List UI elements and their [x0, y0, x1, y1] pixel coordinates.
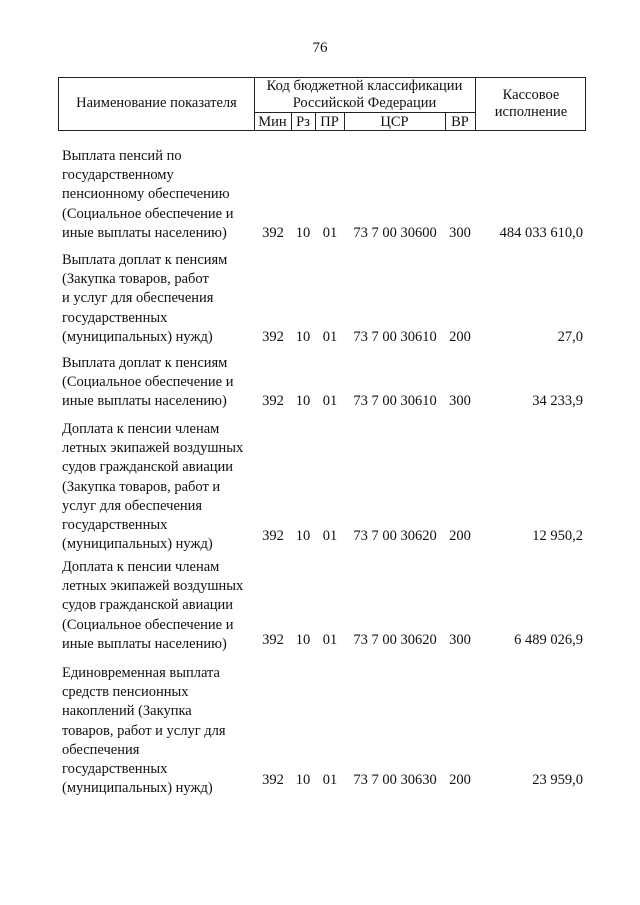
header-min: Мин — [258, 114, 287, 130]
page-number: 76 — [312, 40, 328, 56]
header-code-line2: Российской Федерации — [292, 95, 437, 111]
row-name: Единовременная выплата средств пенсионных накоплений (Закупка товаров, работ и услуг для обеспечения государственных (муниципальных) нужд) — [62, 665, 226, 797]
row-name: Доплата к пенсии членам летных экипажей воздушных судов гражданской авиации (Закупка товаров, работ и услуг для обеспечения государственных (муниципальных) нужд) — [62, 421, 244, 553]
row-min: 392 — [262, 225, 284, 241]
row-min: 392 — [262, 632, 284, 648]
row-csr: 73 7 00 30620 — [353, 528, 437, 544]
row-csr: 73 7 00 30600 — [353, 225, 437, 241]
row-csr: 73 7 00 30620 — [353, 632, 437, 648]
header-code-group — [254, 78, 475, 112]
row-pr: 01 — [322, 632, 338, 648]
row-rz: 10 — [295, 632, 311, 648]
header-name: Наименование показателя — [76, 95, 237, 111]
row-pr: 01 — [322, 393, 338, 409]
row-min: 392 — [262, 772, 284, 788]
row-sum: 12 950,2 — [532, 528, 583, 544]
row-csr: 73 7 00 30610 — [353, 329, 437, 345]
row-name: Выплата доплат к пенсиям (Социальное обеспечение и иные выплаты населению) — [62, 355, 234, 410]
row-rz: 10 — [295, 528, 311, 544]
row-sum: 6 489 026,9 — [514, 632, 583, 648]
row-name: Доплата к пенсии членам летных экипажей воздушных судов гражданской авиации (Социальное обеспечение и иные выплаты населению) — [62, 559, 244, 652]
row-sum: 23 959,0 — [532, 772, 583, 788]
row-codes — [0, 392, 640, 411]
row-codes — [0, 328, 640, 347]
row-rz: 10 — [295, 329, 311, 345]
header-vr: ВР — [451, 114, 469, 130]
row-codes — [0, 224, 640, 243]
row-sum: 27,0 — [557, 329, 583, 345]
row-vr: 300 — [449, 632, 471, 648]
row-sum: 34 233,9 — [532, 393, 583, 409]
header-sum-line1: Кассовое — [502, 87, 560, 103]
row-vr: 300 — [449, 225, 471, 241]
row-vr: 200 — [449, 329, 471, 345]
row-min: 392 — [262, 329, 284, 345]
header-csr: ЦСР — [380, 114, 409, 130]
row-name: Выплата пенсий по государственному пенсионному обеспечению (Социальное обеспечение и иные выплаты населению) — [62, 148, 234, 241]
row-csr: 73 7 00 30630 — [353, 772, 437, 788]
header-sum-line2: исполнение — [494, 104, 568, 120]
row-vr: 200 — [449, 528, 471, 544]
row-codes — [0, 771, 640, 790]
row-rz: 10 — [295, 772, 311, 788]
header-sum — [475, 87, 587, 121]
row-pr: 01 — [322, 528, 338, 544]
row-rz: 10 — [295, 225, 311, 241]
row-codes — [0, 527, 640, 546]
row-name: Выплата доплат к пенсиям (Закупка товаров, работ и услуг для обеспечения государственных (муниципальных) нужд) — [62, 252, 228, 345]
header-rz: Рз — [296, 114, 310, 130]
row-sum: 484 033 610,0 — [499, 225, 583, 241]
table-header — [58, 77, 586, 131]
row-codes — [0, 631, 640, 650]
row-rz: 10 — [295, 393, 311, 409]
row-vr: 300 — [449, 393, 471, 409]
row-pr: 01 — [322, 225, 338, 241]
row-pr: 01 — [322, 329, 338, 345]
header-pr: ПР — [320, 114, 339, 130]
row-pr: 01 — [322, 772, 338, 788]
row-min: 392 — [262, 393, 284, 409]
header-code-line1: Код бюджетной классификации — [266, 78, 463, 94]
row-csr: 73 7 00 30610 — [353, 393, 437, 409]
row-vr: 200 — [449, 772, 471, 788]
row-min: 392 — [262, 528, 284, 544]
